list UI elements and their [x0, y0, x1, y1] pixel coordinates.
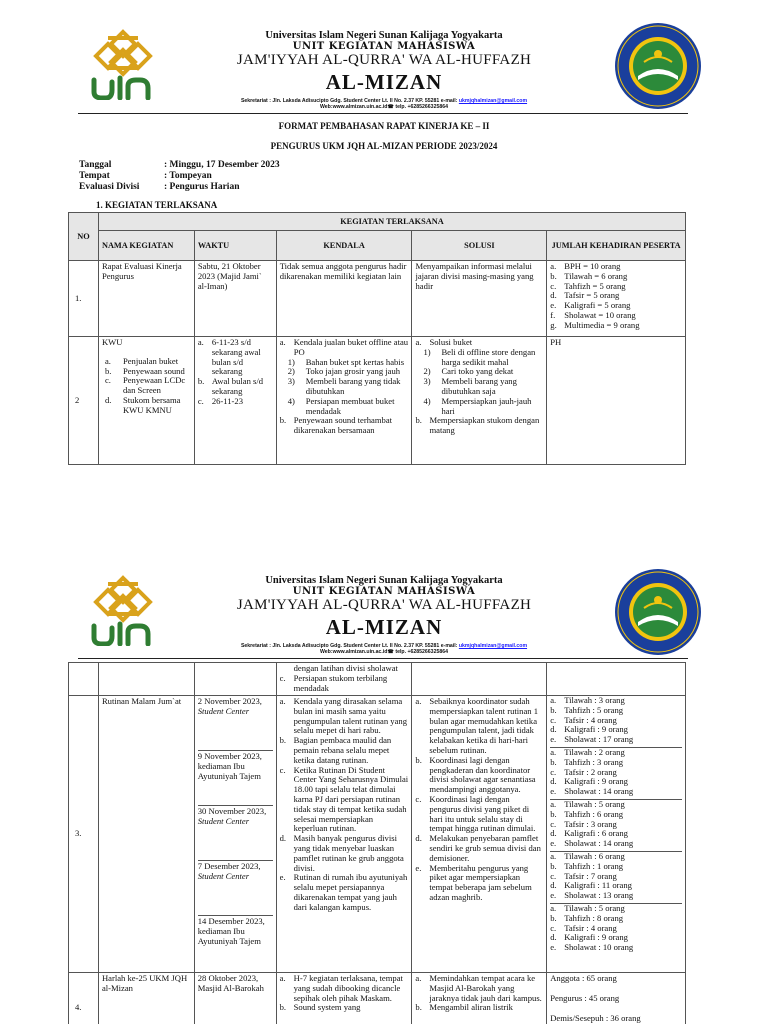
- doc-subtitle: PENGURUS UKM JQH AL-MIZAN PERIODE 2023/2024: [270, 141, 498, 151]
- row-no: 2: [69, 337, 99, 465]
- almizan-emblem-icon: [614, 22, 702, 110]
- list-item: a. Kendala yang dirasakan selama bulan ini masih sama yaitu pengumpulan talent rutinan yang selalu mepet di hari rabu.: [279, 696, 407, 736]
- list-item: c. Tafsir : 4 orang: [550, 922, 617, 933]
- list-item: c. Persiapan stukom terbilang mendadak: [279, 672, 388, 693]
- list-item: a. Tilawah : 5 orang: [550, 902, 625, 913]
- list-item: e. Sholawat : 17 orang: [550, 734, 634, 745]
- kegiatan-table-continued: [68, 662, 686, 1024]
- list-item: 1) Beli di offline store dengan harga sedikit mahal: [423, 346, 536, 367]
- unit-name: UNIT KEGIATAN MAHASISWA: [292, 41, 476, 52]
- header-nama: NAMA KEGIATAN: [98, 231, 194, 261]
- meta-block: [79, 160, 280, 193]
- waktu-cell: 2 November 2023, Student Center 9 November 2023, kediaman Ibu Ayutuniyah Tajem 30 November 2023, Student Center 7 Desember 2023, Student Center 14 Desember 2023, kediaman Ibu Ayutuniyah Tajem: [194, 696, 276, 973]
- nama-cell: KWU a. Penjualan buket b. Penyewaan sound c. Penyewaan LCDc dan Screen d. Stukom bersama KWU KMNU: [98, 337, 194, 465]
- header-kendala: KENDALA: [276, 231, 412, 261]
- kegiatan-table: [68, 212, 686, 465]
- waktu-cell: [194, 337, 276, 465]
- meta-key: Tanggal: [79, 160, 112, 170]
- org-name: JAM'IYYAH AL-QURRA' WA AL-HUFFAZH: [236, 52, 532, 68]
- list-item: a. H-7 kegiatan terlaksana, tempat yang sudah dibooking dicancle sepihak oleh pihak Maskam.: [279, 973, 403, 1003]
- list-item: 3) Membeli barang yang dibutuhkan saja: [423, 376, 517, 396]
- university-name: Universitas Islam Negeri Sunan Kalijaga Yogyakarta: [265, 575, 503, 586]
- table-row: [69, 663, 686, 696]
- list-item: b. Tahfizh : 3 orang: [550, 756, 624, 767]
- list-item: d. Tafsir = 5 orang: [550, 290, 620, 301]
- meta-key: Tempat: [79, 171, 110, 181]
- jumlah-cell: PH: [547, 337, 686, 465]
- list-item: d. Kaligrafi : 9 orang: [550, 724, 628, 735]
- nama-cell: Harlah ke-25 UKM JQH al-Mizan: [98, 973, 194, 1024]
- list-item: b. Tahfizh : 8 orang: [550, 912, 624, 923]
- table-row: [69, 337, 686, 465]
- web-line: Web:www.almizan.uin.ac.id☎ telp. +6285266325864: [320, 104, 448, 110]
- list-item: b. Mengambil aliran listrik: [415, 1002, 513, 1013]
- list-item: a. Penjualan buket: [104, 355, 179, 366]
- page-2: [0, 566, 768, 1024]
- letterhead: [160, 30, 608, 110]
- list-item: b. Tahfizh : 1 orang: [550, 860, 624, 871]
- list-item: e. Memberitahu pengurus yang piket agar mempersiapkan tempat beberapa jam sebelum adzan maghrib.: [415, 862, 532, 902]
- row-no: 3.: [69, 696, 99, 973]
- list-item: e. Sholawat : 10 orang: [550, 942, 634, 953]
- list-item: a. Tilawah : 3 orang: [550, 695, 625, 705]
- waktu-cell: Sabtu, 21 Oktober 2023 (Majid Jami` al-Iman): [194, 261, 276, 337]
- list-item: b. Tahfizh : 5 orang: [550, 704, 624, 715]
- table-row: [69, 696, 686, 973]
- page-1: [0, 0, 768, 490]
- list-item: e. Sholawat : 13 orang: [550, 890, 634, 901]
- waktu-cell: 28 Oktober 2023, Masjid Al-Barokah: [194, 973, 276, 1024]
- jumlah-cell: [547, 696, 686, 973]
- list-item: 1) Bahan buket spt kertas habis: [287, 356, 405, 367]
- uin-logo-icon: [88, 574, 158, 646]
- list-item: e. Sholawat : 14 orang: [550, 786, 634, 797]
- org-short-name: AL-MIZAN: [325, 70, 443, 94]
- list-item: b. Bagian pembaca maulid dan pemain rebana selalu mepet ketika datang rutinan.: [279, 735, 392, 765]
- email-link[interactable]: ukmjqhalmizan@gmail.com: [458, 643, 528, 649]
- header-solusi: SOLUSI: [412, 231, 547, 261]
- university-name: Universitas Islam Negeri Sunan Kalijaga Yogyakarta: [265, 30, 503, 41]
- list-item: b. Penyewaan sound terhambat dikarenakan bersamaan: [279, 415, 393, 436]
- meta-value: : Minggu, 17 Desember 2023: [164, 160, 280, 170]
- table-row: [69, 973, 686, 1024]
- uin-logo-icon: [88, 28, 158, 100]
- kendala-cell: [276, 696, 412, 973]
- list-item: c. Tafsir : 2 orang: [550, 766, 617, 777]
- list-item: a. Sebaiknya koordinator sudah mempersiapkan talent rutinan 1 bulan agar memudahkan ketika pengumpulan talent, jadi tidak kelabakan ketika di hari-hari sebelum rutinan.: [415, 696, 539, 755]
- page-gap: [0, 490, 768, 566]
- solusi-cell: [412, 696, 547, 973]
- header-jumlah: JUMLAH KEHADIRAN PESERTA: [547, 231, 686, 261]
- nama-cell: Rapat Evaluasi Kinerja Pengurus: [98, 261, 194, 337]
- almizan-emblem-icon: [614, 568, 702, 656]
- list-item: b. Tilawah = 6 orang: [550, 270, 628, 281]
- org-name: JAM'IYYAH AL-QURRA' WA AL-HUFFAZH: [236, 597, 532, 613]
- row-no: 1.: [69, 261, 99, 337]
- list-item: a. Solusi buket: [415, 337, 473, 347]
- header-no: NO: [69, 213, 99, 261]
- secretariat-line: Sekretariat : Jln. Laksda Adisucipto Gdg. Student Center Lt. II No. 2.37 KP. 55281 e-mail: ukmjqhalmizan@gmail.com: [240, 98, 528, 104]
- list-item: a. 6-11-23 s/d sekarang awal bulan s/d sekarang: [197, 337, 261, 377]
- list-item: a. Memindahkan tempat acara ke Masjid Al-Barokah yang jaraknya tidak jauh dari kampus.: [415, 973, 542, 1003]
- list-item: b. Awal bulan s/d sekarang: [197, 376, 264, 396]
- header-group: KEGIATAN TERLAKSANA: [98, 213, 685, 231]
- meta-value: : Pengurus Harian: [164, 182, 240, 192]
- list-item: d. Kaligrafi : 6 orang: [550, 828, 628, 839]
- list-item: c. Tafsir : 7 orang: [550, 870, 617, 881]
- list-item: e. Kaligrafi = 5 orang: [550, 300, 631, 311]
- list-item: e. Rutinan di rumah ibu ayutuniyah selalu mepet persiapannya dikarenakan tempat yang jauh dari kalangan kampus.: [279, 872, 408, 912]
- list-item: c. Ketika Rutinan Di Student Center Yang Seharusnya Dimulai 18.00 tapi selalu telat dimulai karna PJ dari persiapan rutinan tidak stay di tempat ketika sudah selesai mempersiapkan keperluan rutinan.: [279, 764, 409, 834]
- kendala-cell: [276, 973, 412, 1024]
- list-item: e. Sholawat : 14 orang: [550, 838, 634, 849]
- list-item: g. Multimedia = 9 orang: [550, 319, 640, 330]
- solusi-cell: [412, 337, 547, 465]
- header-rule: [78, 113, 688, 114]
- list-item: c. 26-11-23: [197, 395, 244, 406]
- list-item: c. Koordinasi lagi dengan pengurus divisi yang piket di hari itu untuk selalu stay di tempat hingga rutinan dimulai.: [415, 793, 536, 834]
- secretariat-line: Sekretariat : Jln. Laksda Adisucipto Gdg. Student Center Lt. II No. 2.37 KP. 55281 e-mail: ukmjqhalmizan@gmail.com: [240, 643, 528, 649]
- doc-title: FORMAT PEMBAHASAN RAPAT KINERJA KE – II: [278, 121, 490, 131]
- list-item: d. Kaligrafi : 9 orang: [550, 932, 628, 943]
- list-item: b. Sound system yang: [279, 1002, 361, 1013]
- nama-cell: Rutinan Malam Jum`at: [98, 696, 194, 973]
- solusi-cell: [412, 973, 547, 1024]
- kendala-cell: [276, 337, 412, 465]
- header-rule: [78, 658, 688, 659]
- jumlah-cell: Anggota : 65 orang Pengurus : 45 orang Demis/Sesepuh : 36 orang: [547, 973, 686, 1024]
- list-item: c. Tafsir : 3 orang: [550, 818, 617, 829]
- list-item: 4) Mempersiapkan jauh-jauh hari: [423, 395, 532, 416]
- kendala-cell: Tidak semua anggota pengurus hadir dikarenakan memiliki kegiatan lain: [276, 261, 412, 337]
- list-item: 4) Persiapan membuat buket mendadak: [287, 395, 395, 416]
- list-item: b. Tahfizh : 6 orang: [550, 808, 624, 819]
- list-item: c. Tafsir : 4 orang: [550, 714, 617, 725]
- list-item: 2) Cari toko yang dekat: [423, 366, 514, 377]
- email-link[interactable]: ukmjqhalmizan@gmail.com: [458, 98, 528, 104]
- list-item: a. Tilawah : 5 orang: [550, 798, 625, 809]
- list-item: d. Stukom bersama KWU KMNU: [104, 394, 181, 415]
- table-row: [69, 261, 686, 337]
- org-short-name: AL-MIZAN: [325, 615, 443, 639]
- kendala-cell: dengan latihan divisi sholawat c. Persiapan stukom terbilang mendadak: [276, 663, 412, 696]
- list-item: f. Sholawat = 10 orang: [550, 309, 636, 320]
- list-item: d. Kaligrafi : 11 orang: [550, 880, 632, 891]
- list-item: b. Mempersiapkan stukom dengan matang: [415, 415, 540, 436]
- row-no: 4.: [69, 973, 99, 1024]
- web-line: Web:www.almizan.uin.ac.id☎ telp. +6285266325864: [320, 649, 448, 655]
- list-item: b. Koordinasi lagi dengan pengkaderan dan koordinator divisi sholawat agar senantiasa mendampingi anggotanya.: [415, 754, 536, 795]
- list-item: b. Penyewaan sound: [104, 365, 185, 376]
- letterhead: [160, 575, 608, 655]
- list-item: a. Tilawah : 6 orang: [550, 850, 625, 861]
- list-item: 2) Toko jajan grosir yang jauh: [287, 366, 401, 377]
- list-item: d. Melakukan penyebaran pamflet sendiri ke grub semua divisi dan demisioner.: [415, 833, 541, 863]
- meta-value: : Tompeyan: [164, 171, 212, 181]
- section-title: 1. KEGIATAN TERLAKSANA: [96, 200, 218, 210]
- list-item: a. Tilawah : 2 orang: [550, 746, 625, 757]
- unit-name: UNIT KEGIATAN MAHASISWA: [292, 586, 476, 597]
- list-item: a. BPH = 10 orang: [550, 261, 621, 271]
- list-item: d. Kaligrafi : 9 orang: [550, 776, 628, 787]
- meta-key: Evaluasi Divisi: [79, 182, 140, 192]
- list-item: c. Tahfizh = 5 orang: [550, 280, 626, 291]
- list-item: 3) Membeli barang yang tidak dibutuhkan: [287, 376, 401, 396]
- solusi-cell: Menyampaikan informasi melalui jajaran divisi masing-masing yang hadir: [412, 261, 547, 337]
- header-waktu: WAKTU: [194, 231, 276, 261]
- list-item: d. Masih banyak pengurus divisi yang tidak menyebar luaskan pamflet rutinan ke grub anggota divisi.: [279, 833, 404, 873]
- list-item: a. Kendala jualan buket offline atau PO: [279, 337, 409, 357]
- list-item: c. Penyewaan LCDc dan Screen: [104, 375, 186, 396]
- jumlah-cell: [547, 261, 686, 337]
